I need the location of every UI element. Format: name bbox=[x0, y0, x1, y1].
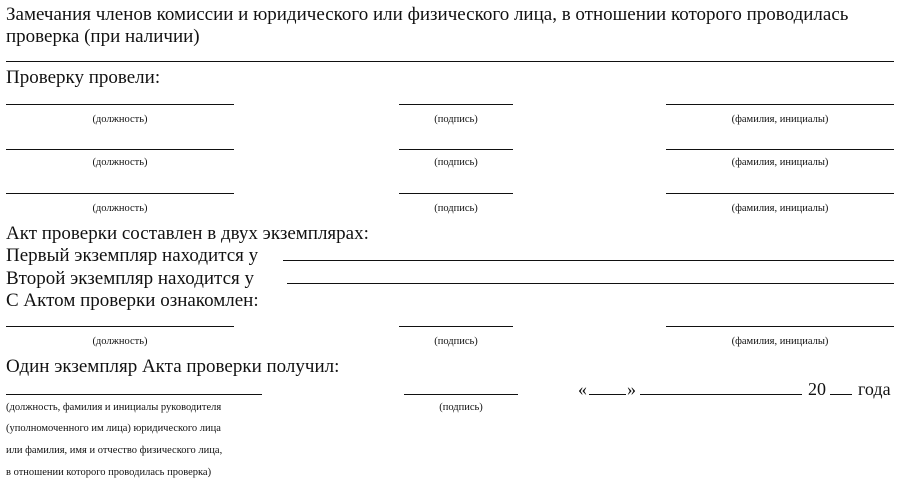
inspector-2-position-line[interactable] bbox=[6, 149, 234, 150]
copies-first-line[interactable] bbox=[283, 260, 894, 261]
inspector-2-name-caption: (фамилия, инициалы) bbox=[731, 157, 829, 168]
inspectors-heading: Проверку провели: bbox=[6, 67, 161, 88]
inspector-1-position-line[interactable] bbox=[6, 104, 234, 105]
acquainted-name-caption: (фамилия, инициалы) bbox=[731, 336, 829, 347]
copies-second-label: Второй экземпляр находится у bbox=[6, 268, 255, 289]
inspector-3-position-caption: (должность) bbox=[92, 203, 148, 214]
inspector-2-signature-line[interactable] bbox=[399, 149, 513, 150]
inspector-1-name-line[interactable] bbox=[666, 104, 894, 105]
inspector-1-name-caption: (фамилия, инициалы) bbox=[731, 114, 829, 125]
inspector-2-name-line[interactable] bbox=[666, 149, 894, 150]
remarks-line-1: Замечания членов комиссии и юридического или физического лица, в отношении которого проводилась bbox=[6, 4, 849, 25]
acquainted-signature-caption: (подпись) bbox=[434, 336, 478, 347]
acquainted-position-line[interactable] bbox=[6, 326, 234, 327]
date-month-line[interactable] bbox=[640, 394, 802, 395]
received-caption-line-2: (уполномоченного им лица) юридического лица bbox=[6, 423, 221, 434]
date-day-line[interactable] bbox=[589, 394, 626, 395]
inspector-1-position-caption: (должность) bbox=[92, 114, 148, 125]
inspector-3-name-line[interactable] bbox=[666, 193, 894, 194]
inspector-3-name-caption: (фамилия, инициалы) bbox=[731, 203, 829, 214]
received-caption-line-3: или фамилия, имя и отчество физического лица, bbox=[6, 445, 223, 456]
inspector-3-position-line[interactable] bbox=[6, 193, 234, 194]
date-year-suffix: года bbox=[858, 379, 891, 399]
copies-first-label: Первый экземпляр находится у bbox=[6, 245, 259, 266]
date-quote-close: » bbox=[627, 379, 636, 399]
acquainted-name-line[interactable] bbox=[666, 326, 894, 327]
date-year-line[interactable] bbox=[830, 394, 852, 395]
acquainted-signature-line[interactable] bbox=[399, 326, 513, 327]
inspector-3-signature-caption: (подпись) bbox=[434, 203, 478, 214]
received-caption-line-1: (должность, фамилия и инициалы руководителя bbox=[6, 402, 222, 413]
date-quote-open: « bbox=[578, 379, 587, 399]
received-signature-caption: (подпись) bbox=[439, 402, 483, 413]
inspector-2-signature-caption: (подпись) bbox=[434, 157, 478, 168]
inspector-1-signature-caption: (подпись) bbox=[434, 114, 478, 125]
date-year-prefix: 20 bbox=[808, 379, 826, 399]
inspector-3-signature-line[interactable] bbox=[399, 193, 513, 194]
received-signature-line[interactable] bbox=[404, 394, 518, 395]
copies-second-line[interactable] bbox=[287, 283, 894, 284]
received-heading: Один экземпляр Акта проверки получил: bbox=[6, 356, 340, 377]
remarks-line-2: проверка (при наличии) bbox=[6, 26, 200, 47]
received-caption-line-4: в отношении которого проводилась проверка) bbox=[6, 467, 212, 478]
inspector-2-position-caption: (должность) bbox=[92, 157, 148, 168]
acquainted-position-caption: (должность) bbox=[92, 336, 148, 347]
copies-heading: Акт проверки составлен в двух экземплярах: bbox=[6, 223, 369, 244]
received-recipient-line[interactable] bbox=[6, 394, 262, 395]
inspector-1-signature-line[interactable] bbox=[399, 104, 513, 105]
acquainted-heading: С Актом проверки ознакомлен: bbox=[6, 290, 259, 311]
remarks-entry-line[interactable] bbox=[6, 61, 894, 62]
